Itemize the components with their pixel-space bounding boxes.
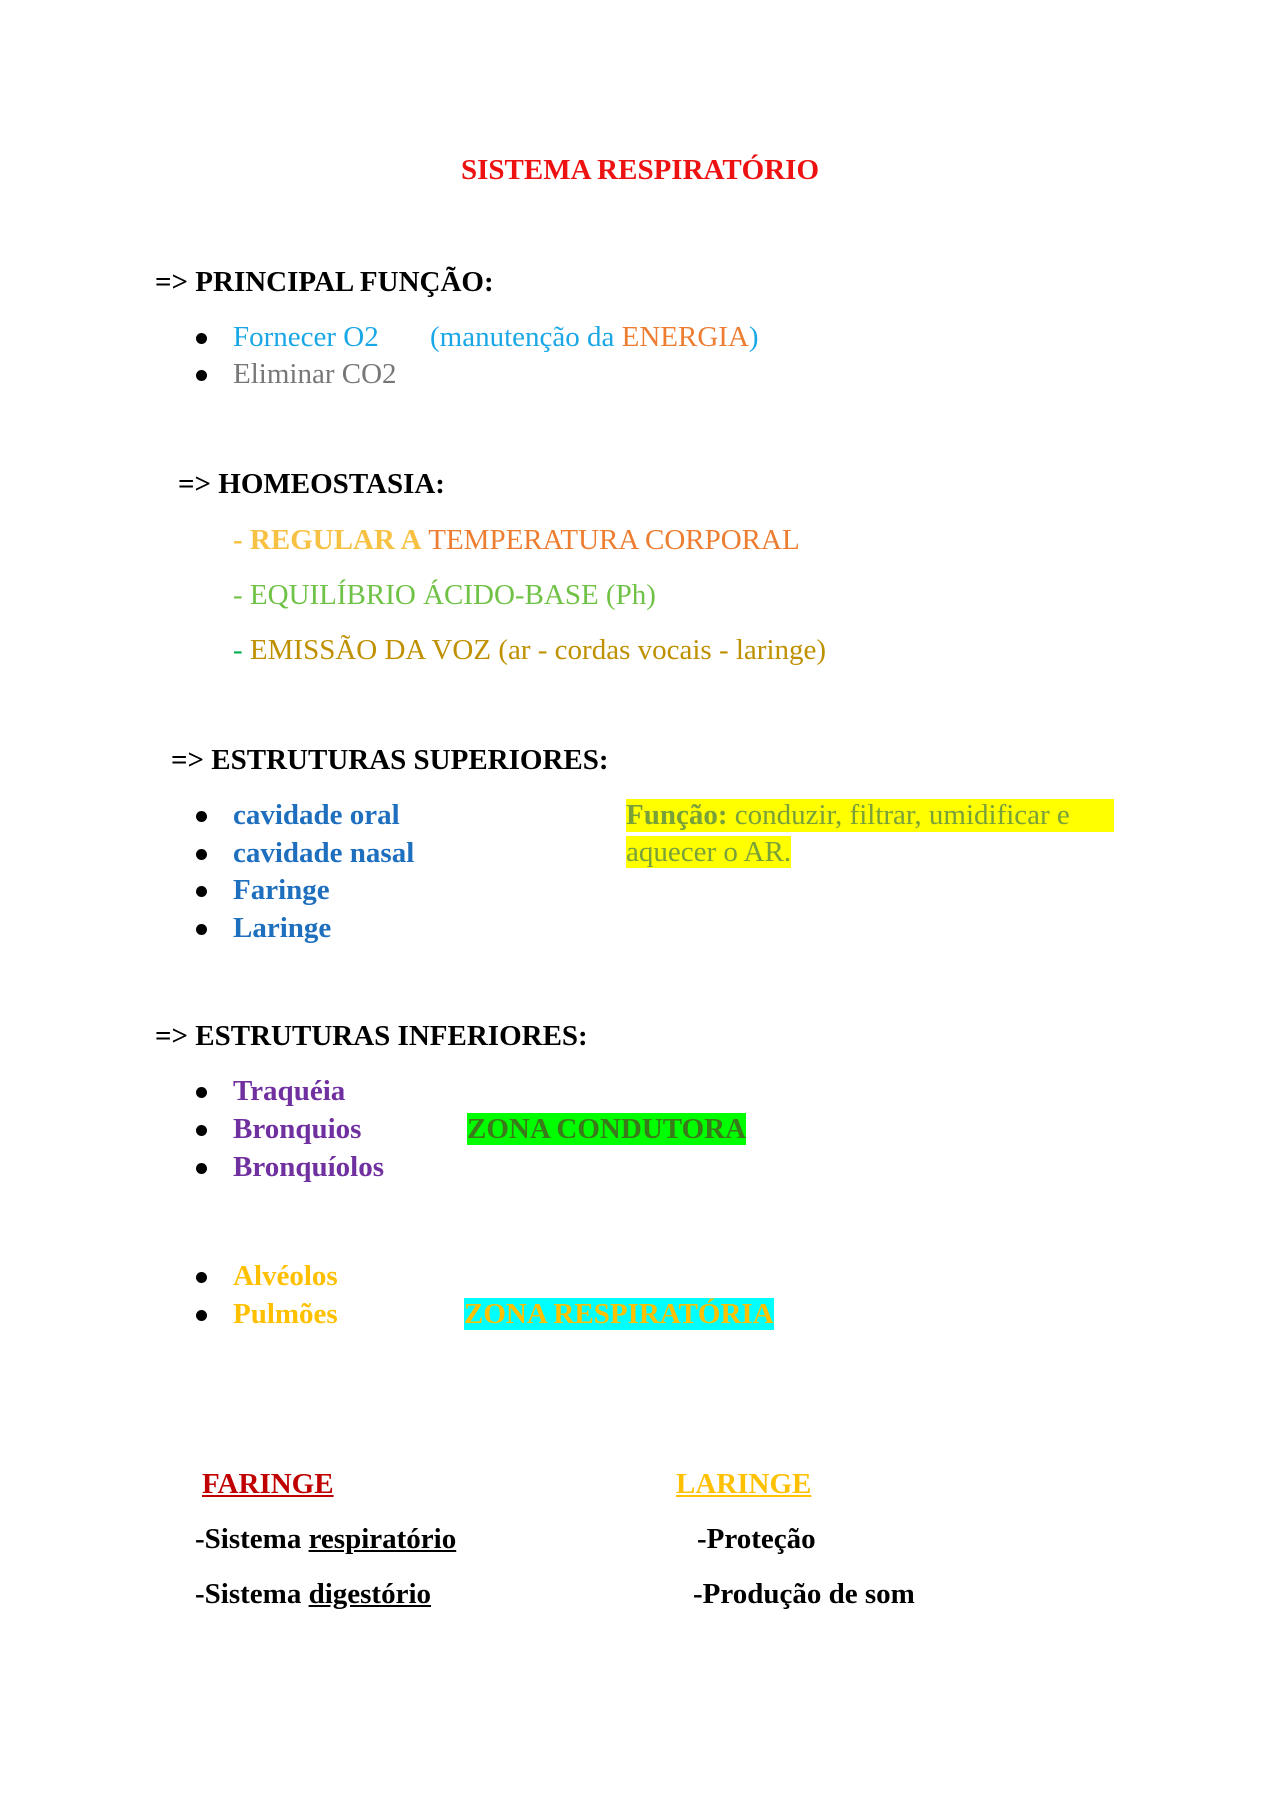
respiratorio-text: respiratório: [308, 1523, 457, 1555]
page-title: SISTEMA RESPIRATÓRIO: [460, 154, 820, 186]
list-item-faringe: Faringe: [233, 874, 330, 906]
homeostasia-line-temperatura: [233, 524, 800, 557]
bullet-icon: [196, 811, 207, 822]
dash-text: -: [233, 634, 243, 666]
bullet-icon: [196, 1272, 207, 1283]
list-item-traqueia: Traquéia: [233, 1075, 346, 1107]
bullet-icon: [196, 1163, 207, 1174]
list-item-cavidade-oral: cavidade oral: [233, 799, 400, 831]
temperatura-text: TEMPERATURA CORPORAL: [428, 524, 800, 556]
faringe-item-digestorio: [195, 1578, 431, 1611]
funcao-text-1: conduzir, filtrar, umidificar e: [727, 799, 1070, 831]
list-item-eliminar: Eliminar CO2: [233, 358, 397, 390]
energia-text: ENERGIA: [621, 321, 749, 353]
estruturas-inferiores-heading: => ESTRUTURAS INFERIORES:: [155, 1020, 588, 1052]
homeostasia-heading: => HOMEOSTASIA:: [178, 468, 445, 500]
bullet-icon: [196, 924, 207, 935]
bullet-icon: [196, 1125, 207, 1136]
list-item-alveolos: Alvéolos: [233, 1260, 338, 1292]
list-item-fornecer: [233, 321, 379, 354]
list-item-pulmoes: Pulmões: [233, 1298, 338, 1330]
laringe-title: LARINGE: [676, 1468, 812, 1500]
funcao-text-2: aquecer o AR.: [626, 836, 792, 868]
bullet-icon: [196, 849, 207, 860]
zona-respiratoria-label: [464, 1298, 774, 1331]
list-item-cavidade-nasal: cavidade nasal: [233, 837, 415, 869]
sistema-text: -Sistema: [195, 1578, 309, 1610]
estruturas-superiores-heading: => ESTRUTURAS SUPERIORES:: [171, 744, 609, 776]
funcao-line-2: [626, 836, 791, 869]
zona-condutora-label: [467, 1113, 746, 1146]
faringe-item-respiratorio: [195, 1523, 456, 1556]
close-paren-text: ): [748, 321, 759, 353]
digestorio-text: digestório: [308, 1578, 432, 1610]
fornecer-o2-text: Fornecer O2: [233, 321, 379, 353]
bullet-icon: [196, 333, 207, 344]
funcao-line-1: [626, 799, 1114, 832]
homeostasia-line-voz: [233, 634, 826, 667]
list-item-bronquiolos: Bronquíolos: [233, 1151, 384, 1183]
bullet-icon: [196, 886, 207, 897]
regular-a-text: - REGULAR A: [233, 524, 422, 556]
bullet-icon: [196, 370, 207, 381]
laringe-item-protecao: -Proteção: [697, 1523, 816, 1555]
list-item-laringe: Laringe: [233, 912, 332, 944]
homeostasia-line-equilibrio: - EQUILÍBRIO ÁCIDO-BASE (Ph): [233, 579, 656, 611]
laringe-item-som: -Produção de som: [693, 1578, 915, 1610]
manutencao-text: (manutenção da: [430, 321, 622, 353]
list-item-bronquios: Bronquios: [233, 1113, 362, 1145]
faringe-title: FARINGE: [202, 1468, 334, 1500]
bullet-icon: [196, 1087, 207, 1098]
bullet-icon: [196, 1310, 207, 1321]
funcao-label: Função:: [626, 799, 728, 831]
zona-respiratoria-text: ZONA RESPIRATÓRIA: [464, 1298, 774, 1330]
sistema-text: -Sistema: [195, 1523, 309, 1555]
emissao-voz-text: EMISSÃO DA VOZ (ar - cordas vocais - laringe): [249, 634, 827, 666]
zona-condutora-text: ZONA CONDUTORA: [467, 1113, 747, 1145]
principal-funcao-heading: => PRINCIPAL FUNÇÃO:: [155, 266, 494, 298]
list-item-energia-note: [430, 321, 759, 354]
